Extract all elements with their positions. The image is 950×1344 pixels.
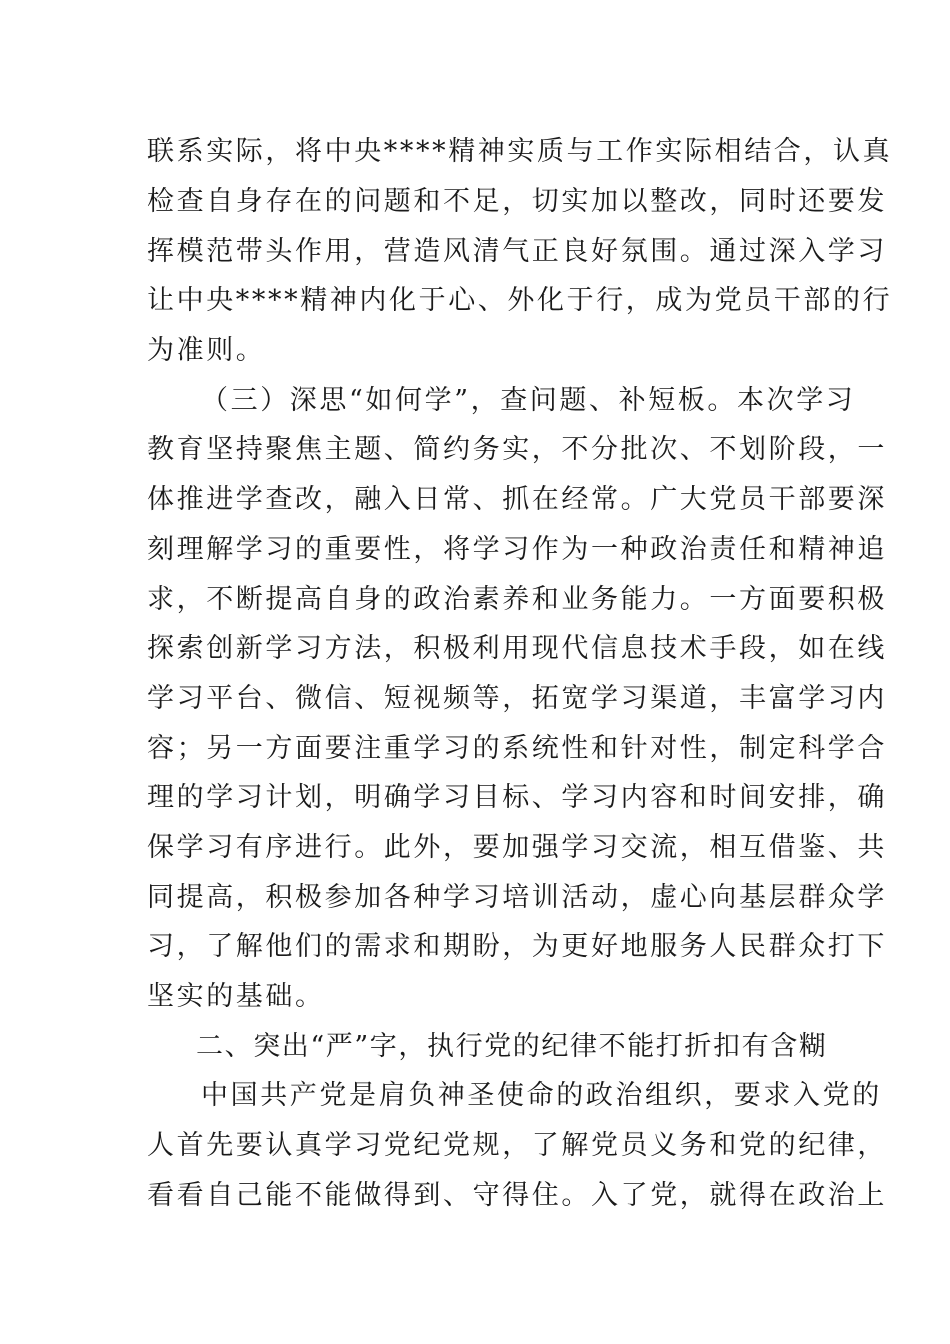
text-line: 让中央****精神内化于心、外化于行，成为党员干部的行	[147, 285, 893, 316]
text-line: 看看自己能不能做得到、守得住。入了党，就得在政治上	[147, 1180, 887, 1211]
text-line: 人首先要认真学习党纪党规，了解党员义务和党的纪律，	[147, 1130, 887, 1161]
text-line: 求，不断提高自身的政治素养和业务能力。一方面要积极	[147, 584, 887, 615]
text-line: 探索创新学习方法，积极利用现代信息技术手段，如在线	[147, 633, 887, 664]
text-line: 容；另一方面要注重学习的系统性和针对性，制定科学合	[147, 733, 887, 764]
text-line: 为准则。	[147, 335, 266, 366]
text-line: 联系实际，将中央****精神实质与工作实际相结合，认真	[147, 136, 893, 167]
text-line: 学习平台、微信、短视频等，拓宽学习渠道，丰富学习内	[147, 683, 887, 714]
paragraph-first-line: 中国共产党是肩负神圣使命的政治组织，要求入党的	[201, 1080, 882, 1111]
text-line: 习，了解他们的需求和期盼，为更好地服务人民群众打下	[147, 931, 887, 962]
text-line: 体推进学查改，融入日常、抓在经常。广大党员干部要深	[147, 484, 887, 515]
text-line: 坚实的基础。	[147, 981, 325, 1012]
text-line: 同提高，积极参加各种学习培训活动，虚心向基层群众学	[147, 882, 887, 913]
text-line: 保学习有序进行。此外，要加强学习交流，相互借鉴、共	[147, 832, 887, 863]
text-line: 刻理解学习的重要性，将学习作为一种政治责任和精神追	[147, 534, 887, 565]
paragraph-first-line: （三）深思“如何学”，查问题、补短板。本次学习	[201, 385, 856, 416]
text-line: 教育坚持聚焦主题、简约务实，不分批次、不划阶段，一	[147, 434, 887, 465]
text-line: 检查自身存在的问题和不足，切实加以整改，同时还要发	[147, 186, 887, 217]
section-heading: 二、突出“严”字，执行党的纪律不能打折扣有含糊	[196, 1031, 828, 1062]
text-line: 理的学习计划，明确学习目标、学习内容和时间安排，确	[147, 782, 887, 813]
text-line: 挥模范带头作用，营造风清气正良好氛围。通过深入学习	[147, 236, 887, 267]
